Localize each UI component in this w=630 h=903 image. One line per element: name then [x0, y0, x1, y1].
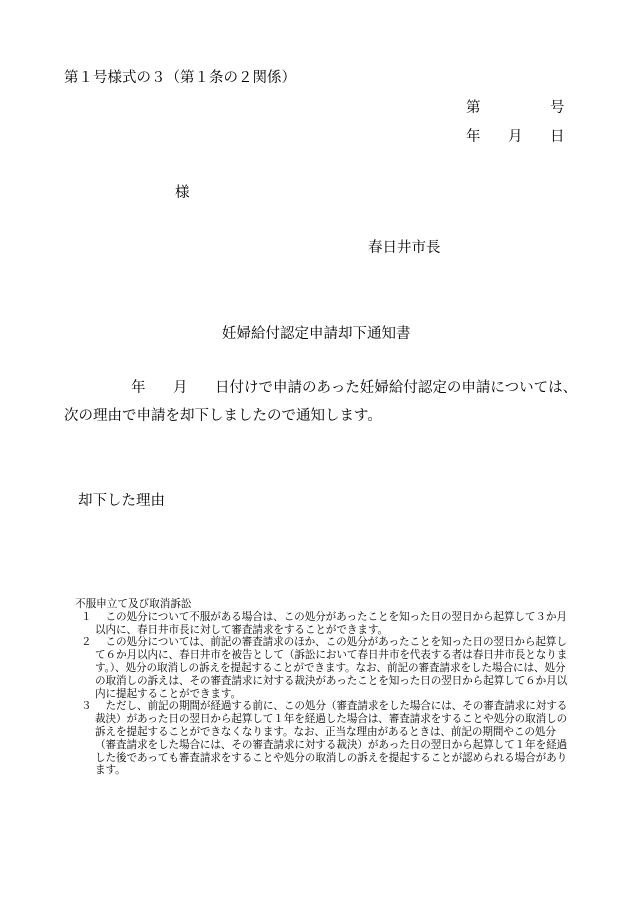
- appeal-item: [75, 611, 571, 637]
- date-day-label: 日: [550, 129, 565, 145]
- date-year-label: 年: [466, 129, 481, 145]
- form-number: 第１号様式の３（第１条の２関係）: [64, 70, 296, 86]
- appeal-item-number: ２: [81, 636, 92, 649]
- appeal-item-text: ただし、前記の期間が経過する前に、この処分（審査請求をした場合には、その審査請求に対する裁決）があった日の翌日から起算して１年を経過した場合は、審査請求をすることや処分の取消しの訴えを提起することができなくなります。なお、正当な理由があるときは、前記の期間やこの処分（審査請求をした場合には、その審査請求に対する裁決）があった日の翌日から起算して１年を経過した後であっても審査請求をすることや処分の取消しの訴えを提起することが認められる場合があります。: [95, 700, 568, 777]
- issuer-name: 春日井市長: [368, 240, 441, 256]
- appeal-notice: [75, 598, 571, 777]
- date-month-label: 月: [508, 129, 523, 145]
- appeal-item-number: ３: [81, 700, 92, 713]
- number-suffix: 号: [550, 100, 565, 116]
- reason-label: 却下した理由: [78, 493, 165, 509]
- appeal-heading: 不服申立て及び取消訴訟: [75, 598, 192, 610]
- addressee-suffix: 様: [175, 185, 190, 201]
- appeal-item: [75, 636, 571, 700]
- appeal-item-number: １: [81, 610, 92, 623]
- body-month-label: 月: [173, 380, 188, 396]
- number-prefix: 第: [466, 100, 481, 116]
- body-year-label: 年: [131, 380, 146, 396]
- document-title: 妊婦給付認定申請却下通知書: [222, 326, 411, 342]
- appeal-item: [75, 700, 571, 777]
- body-line-2: 次の理由で申請を却下しましたので通知します。: [64, 408, 382, 424]
- body-line-1: 日付けで申請のあった妊婦給付認定の申請については、: [215, 380, 578, 396]
- appeal-item-text: この処分については、前記の審査請求のほか、この処分があったことを知った日の翌日から起算して６か月以内に、春日井市を被告として（訴訟において春日井市を代表する者は春日井市長となります。）、処分の取消しの訴えを提起することができます。なお、前記の審査請求をした場合には、処分の取消しの訴えは、その審査請求に対する裁決があったことを知った日の翌日から起算して６か月以内に提起することができます。: [95, 636, 568, 700]
- appeal-item-text: この処分について不服がある場合は、この処分があったことを知った日の翌日から起算して３か月以内に、春日井市長に対して審査請求をすることができます。: [95, 610, 567, 636]
